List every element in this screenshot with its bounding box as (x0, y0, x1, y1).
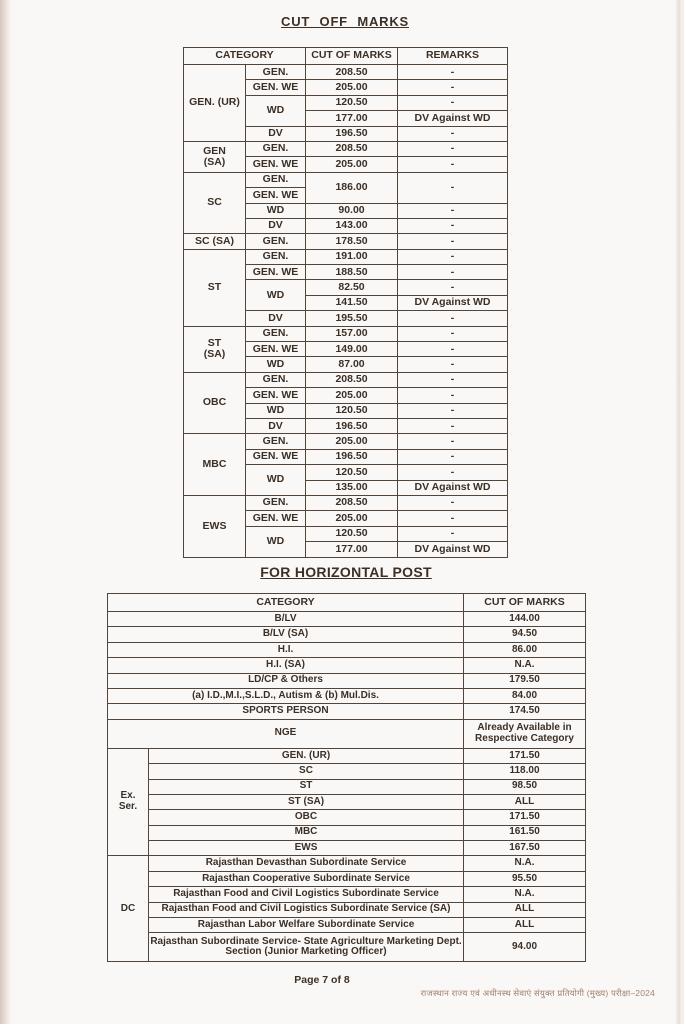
table-row (108, 825, 586, 840)
sub-category-cell: DV (246, 418, 306, 433)
marks-cell: 120.50 (306, 465, 398, 480)
marks-cell: 205.00 (306, 388, 398, 403)
table-row (108, 887, 586, 902)
table-row (184, 234, 508, 249)
table-row (108, 627, 586, 642)
category-cell: EWS (149, 841, 464, 856)
marks-cell: 135.00 (306, 480, 398, 495)
sub-category-cell: GEN. (246, 326, 306, 341)
marks-cell: N.A. (464, 856, 586, 871)
table-row (108, 748, 586, 763)
table-row (108, 642, 586, 657)
remarks-header: REMARKS (398, 48, 508, 65)
remarks-cell: - (398, 511, 508, 526)
category-cell: Rajasthan Devasthan Subordinate Service (149, 856, 464, 871)
sub-category-cell: GEN. WE (246, 449, 306, 464)
remarks-cell: - (398, 218, 508, 233)
marks-cell: 94.00 (464, 933, 586, 962)
marks-cell: 161.50 (464, 825, 586, 840)
group-cell (184, 141, 246, 172)
sub-category-cell: GEN. (246, 372, 306, 387)
sub-category-cell: GEN. WE (246, 388, 306, 403)
marks-cell: ALL (464, 918, 586, 933)
table-row (184, 372, 508, 387)
marks-cell: 174.50 (464, 704, 586, 719)
marks-cell: 90.00 (306, 203, 398, 218)
section-title: FOR HORIZONTAL POST (260, 564, 432, 580)
group-cell: OBC (184, 372, 246, 434)
sub-category-cell: GEN. (246, 172, 306, 187)
remarks-cell: - (398, 203, 508, 218)
group-cell: ST (184, 249, 246, 326)
category-cell: GEN. (UR) (149, 748, 464, 763)
marks-cell: 84.00 (464, 688, 586, 703)
table-row (108, 779, 586, 794)
sub-category-cell: WD (246, 280, 306, 311)
marks-cell: 120.50 (306, 403, 398, 418)
table-row (184, 172, 508, 187)
sub-category-cell: GEN. (246, 141, 306, 156)
sub-category-cell: DV (246, 311, 306, 326)
marks-cell: N.A. (464, 887, 586, 902)
remarks-cell: - (398, 311, 508, 326)
exam-name-footer: राजस्थान राज्य एवं अधीनस्थ सेवाएं संयुक्त प्रतियोगी (मुख्य) परीक्षा–2024 (420, 988, 655, 998)
marks-cell: 205.00 (306, 157, 398, 172)
sub-category-cell: GEN. (246, 249, 306, 264)
table-row (108, 719, 586, 748)
category-header: CATEGORY (184, 48, 306, 65)
remarks-cell: - (398, 342, 508, 357)
cutoff-table (183, 47, 508, 558)
remarks-cell: - (398, 388, 508, 403)
marks-cell: 186.00 (306, 172, 398, 203)
sub-category-cell: GEN. WE (246, 265, 306, 280)
table-row (108, 673, 586, 688)
table-header-row (108, 594, 586, 612)
sub-category-cell: GEN. WE (246, 80, 306, 95)
category-cell: Rajasthan Food and Civil Logistics Subordinate Service (SA) (149, 902, 464, 917)
marks-cell: N.A. (464, 658, 586, 673)
table-row (184, 326, 508, 341)
category-cell: H.I. (108, 642, 464, 657)
remarks-cell: - (398, 372, 508, 387)
marks-cell: 171.50 (464, 810, 586, 825)
marks-cell: 205.00 (306, 434, 398, 449)
sub-category-cell: GEN. WE (246, 342, 306, 357)
category-cell: Rajasthan Subordinate Service- State Agriculture Marketing Dept. Section (Junior Marketing Officer) (149, 933, 464, 962)
marks-cell: 205.00 (306, 80, 398, 95)
remarks-cell: - (398, 265, 508, 280)
table-row (108, 794, 586, 809)
group-cell (184, 326, 246, 372)
sub-category-cell: GEN. WE (246, 188, 306, 203)
marks-cell: 191.00 (306, 249, 398, 264)
table-row (184, 434, 508, 449)
category-cell: (a) I.D.,M.I.,S.L.D., Autism & (b) Mul.Dis. (108, 688, 464, 703)
sub-category-cell: DV (246, 126, 306, 141)
remarks-cell: - (398, 449, 508, 464)
sub-category-cell: WD (246, 357, 306, 372)
remarks-cell: - (398, 495, 508, 510)
marks-cell: 178.50 (306, 234, 398, 249)
remarks-cell: - (398, 172, 508, 203)
remarks-cell: - (398, 95, 508, 110)
table-row (108, 902, 586, 917)
remarks-cell: - (398, 280, 508, 295)
group-label: ST (SA) (203, 336, 226, 361)
table-row (108, 856, 586, 871)
marks-cell: 196.50 (306, 126, 398, 141)
marks-cell: 157.00 (306, 326, 398, 341)
table-row (108, 612, 586, 627)
remarks-cell: - (398, 157, 508, 172)
marks-cell: 87.00 (306, 357, 398, 372)
group-label: Ex. Ser. (118, 790, 138, 813)
marks-header: CUT OF MARKS (464, 594, 586, 612)
group-cell: SC (184, 172, 246, 234)
remarks-cell: - (398, 80, 508, 95)
sub-category-cell: DV (246, 218, 306, 233)
category-cell: MBC (149, 825, 464, 840)
category-cell: B/LV (108, 612, 464, 627)
page-title: CUT OFF MARKS (281, 14, 409, 29)
marks-cell: ALL (464, 902, 586, 917)
table-row (184, 65, 508, 80)
marks-cell: 120.50 (306, 526, 398, 541)
remarks-cell: DV Against WD (398, 295, 508, 310)
marks-cell: 195.50 (306, 311, 398, 326)
page-right-edge-shadow (675, 0, 684, 1024)
group-label: GEN (SA) (203, 144, 226, 168)
remarks-cell: - (398, 465, 508, 480)
sub-category-cell: WD (246, 403, 306, 418)
marks-cell: 177.00 (306, 542, 398, 557)
category-cell: Rajasthan Cooperative Subordinate Service (149, 871, 464, 886)
sub-category-cell: WD (246, 95, 306, 126)
marks-cell: 94.50 (464, 627, 586, 642)
category-header: CATEGORY (108, 594, 464, 612)
table-row (108, 688, 586, 703)
marks-cell: Already Available in Respective Category (464, 719, 586, 748)
marks-header: CUT OF MARKS (306, 48, 398, 65)
table-row (108, 658, 586, 673)
marks-cell: 188.50 (306, 265, 398, 280)
category-cell: Rajasthan Labor Welfare Subordinate Service (149, 918, 464, 933)
marks-cell: 144.00 (464, 612, 586, 627)
category-cell: ST (149, 779, 464, 794)
sub-category-cell: GEN. WE (246, 511, 306, 526)
remarks-cell: - (398, 141, 508, 156)
table-row (184, 495, 508, 510)
category-cell: B/LV (SA) (108, 627, 464, 642)
remarks-cell: - (398, 357, 508, 372)
marks-cell: 208.50 (306, 495, 398, 510)
page-left-edge-shadow (0, 0, 12, 1024)
table-row (108, 764, 586, 779)
table-header-row (184, 48, 508, 65)
remarks-cell: DV Against WD (398, 111, 508, 126)
remarks-cell: - (398, 65, 508, 80)
table-row (108, 841, 586, 856)
sub-category-cell: GEN. (246, 495, 306, 510)
marks-cell: 149.00 (306, 342, 398, 357)
marks-cell: 120.50 (306, 95, 398, 110)
group-cell: SC (SA) (184, 234, 246, 249)
remarks-cell: - (398, 403, 508, 418)
marks-cell: 177.00 (306, 111, 398, 126)
category-cell: SC (149, 764, 464, 779)
marks-cell: ALL (464, 794, 586, 809)
marks-cell: 82.50 (306, 280, 398, 295)
page-number-label: Page 7 of 8 (294, 974, 350, 986)
group-cell (108, 748, 149, 856)
category-cell: Rajasthan Food and Civil Logistics Subordinate Service (149, 887, 464, 902)
marks-cell: 196.50 (306, 449, 398, 464)
category-cell: H.I. (SA) (108, 658, 464, 673)
marks-cell: 167.50 (464, 841, 586, 856)
sub-category-cell: GEN. (246, 234, 306, 249)
group-cell: MBC (184, 434, 246, 496)
table-row (108, 704, 586, 719)
sub-category-cell: WD (246, 526, 306, 557)
table-row (108, 810, 586, 825)
group-cell: GEN. (UR) (184, 65, 246, 142)
marks-cell: 208.50 (306, 372, 398, 387)
group-cell: EWS (184, 495, 246, 557)
remarks-cell: - (398, 434, 508, 449)
marks-cell: 86.00 (464, 642, 586, 657)
marks-cell: 118.00 (464, 764, 586, 779)
remarks-cell: DV Against WD (398, 480, 508, 495)
table-row (184, 249, 508, 264)
remarks-cell: - (398, 249, 508, 264)
table-row (108, 918, 586, 933)
sub-category-cell: WD (246, 203, 306, 218)
marks-cell: 171.50 (464, 748, 586, 763)
table-row (184, 141, 508, 156)
marks-cell: 95.50 (464, 871, 586, 886)
remarks-cell: DV Against WD (398, 542, 508, 557)
category-cell: SPORTS PERSON (108, 704, 464, 719)
remarks-cell: - (398, 326, 508, 341)
remarks-cell: - (398, 418, 508, 433)
marks-cell: 208.50 (306, 65, 398, 80)
horizontal-post-table (107, 593, 586, 962)
marks-cell: 143.00 (306, 218, 398, 233)
marks-cell: 141.50 (306, 295, 398, 310)
marks-cell: 179.50 (464, 673, 586, 688)
marks-cell: 98.50 (464, 779, 586, 794)
group-cell: DC (108, 856, 149, 962)
marks-cell: 205.00 (306, 511, 398, 526)
remarks-cell: - (398, 234, 508, 249)
category-cell: ST (SA) (149, 794, 464, 809)
remarks-cell: - (398, 126, 508, 141)
sub-category-cell: WD (246, 465, 306, 496)
table-row (108, 933, 586, 962)
category-cell: LD/CP & Others (108, 673, 464, 688)
category-cell: OBC (149, 810, 464, 825)
remarks-cell: - (398, 526, 508, 541)
table-row (108, 871, 586, 886)
category-cell: NGE (108, 719, 464, 748)
sub-category-cell: GEN. (246, 434, 306, 449)
sub-category-cell: GEN. WE (246, 157, 306, 172)
sub-category-cell: GEN. (246, 65, 306, 80)
marks-cell: 196.50 (306, 418, 398, 433)
marks-cell: 208.50 (306, 141, 398, 156)
